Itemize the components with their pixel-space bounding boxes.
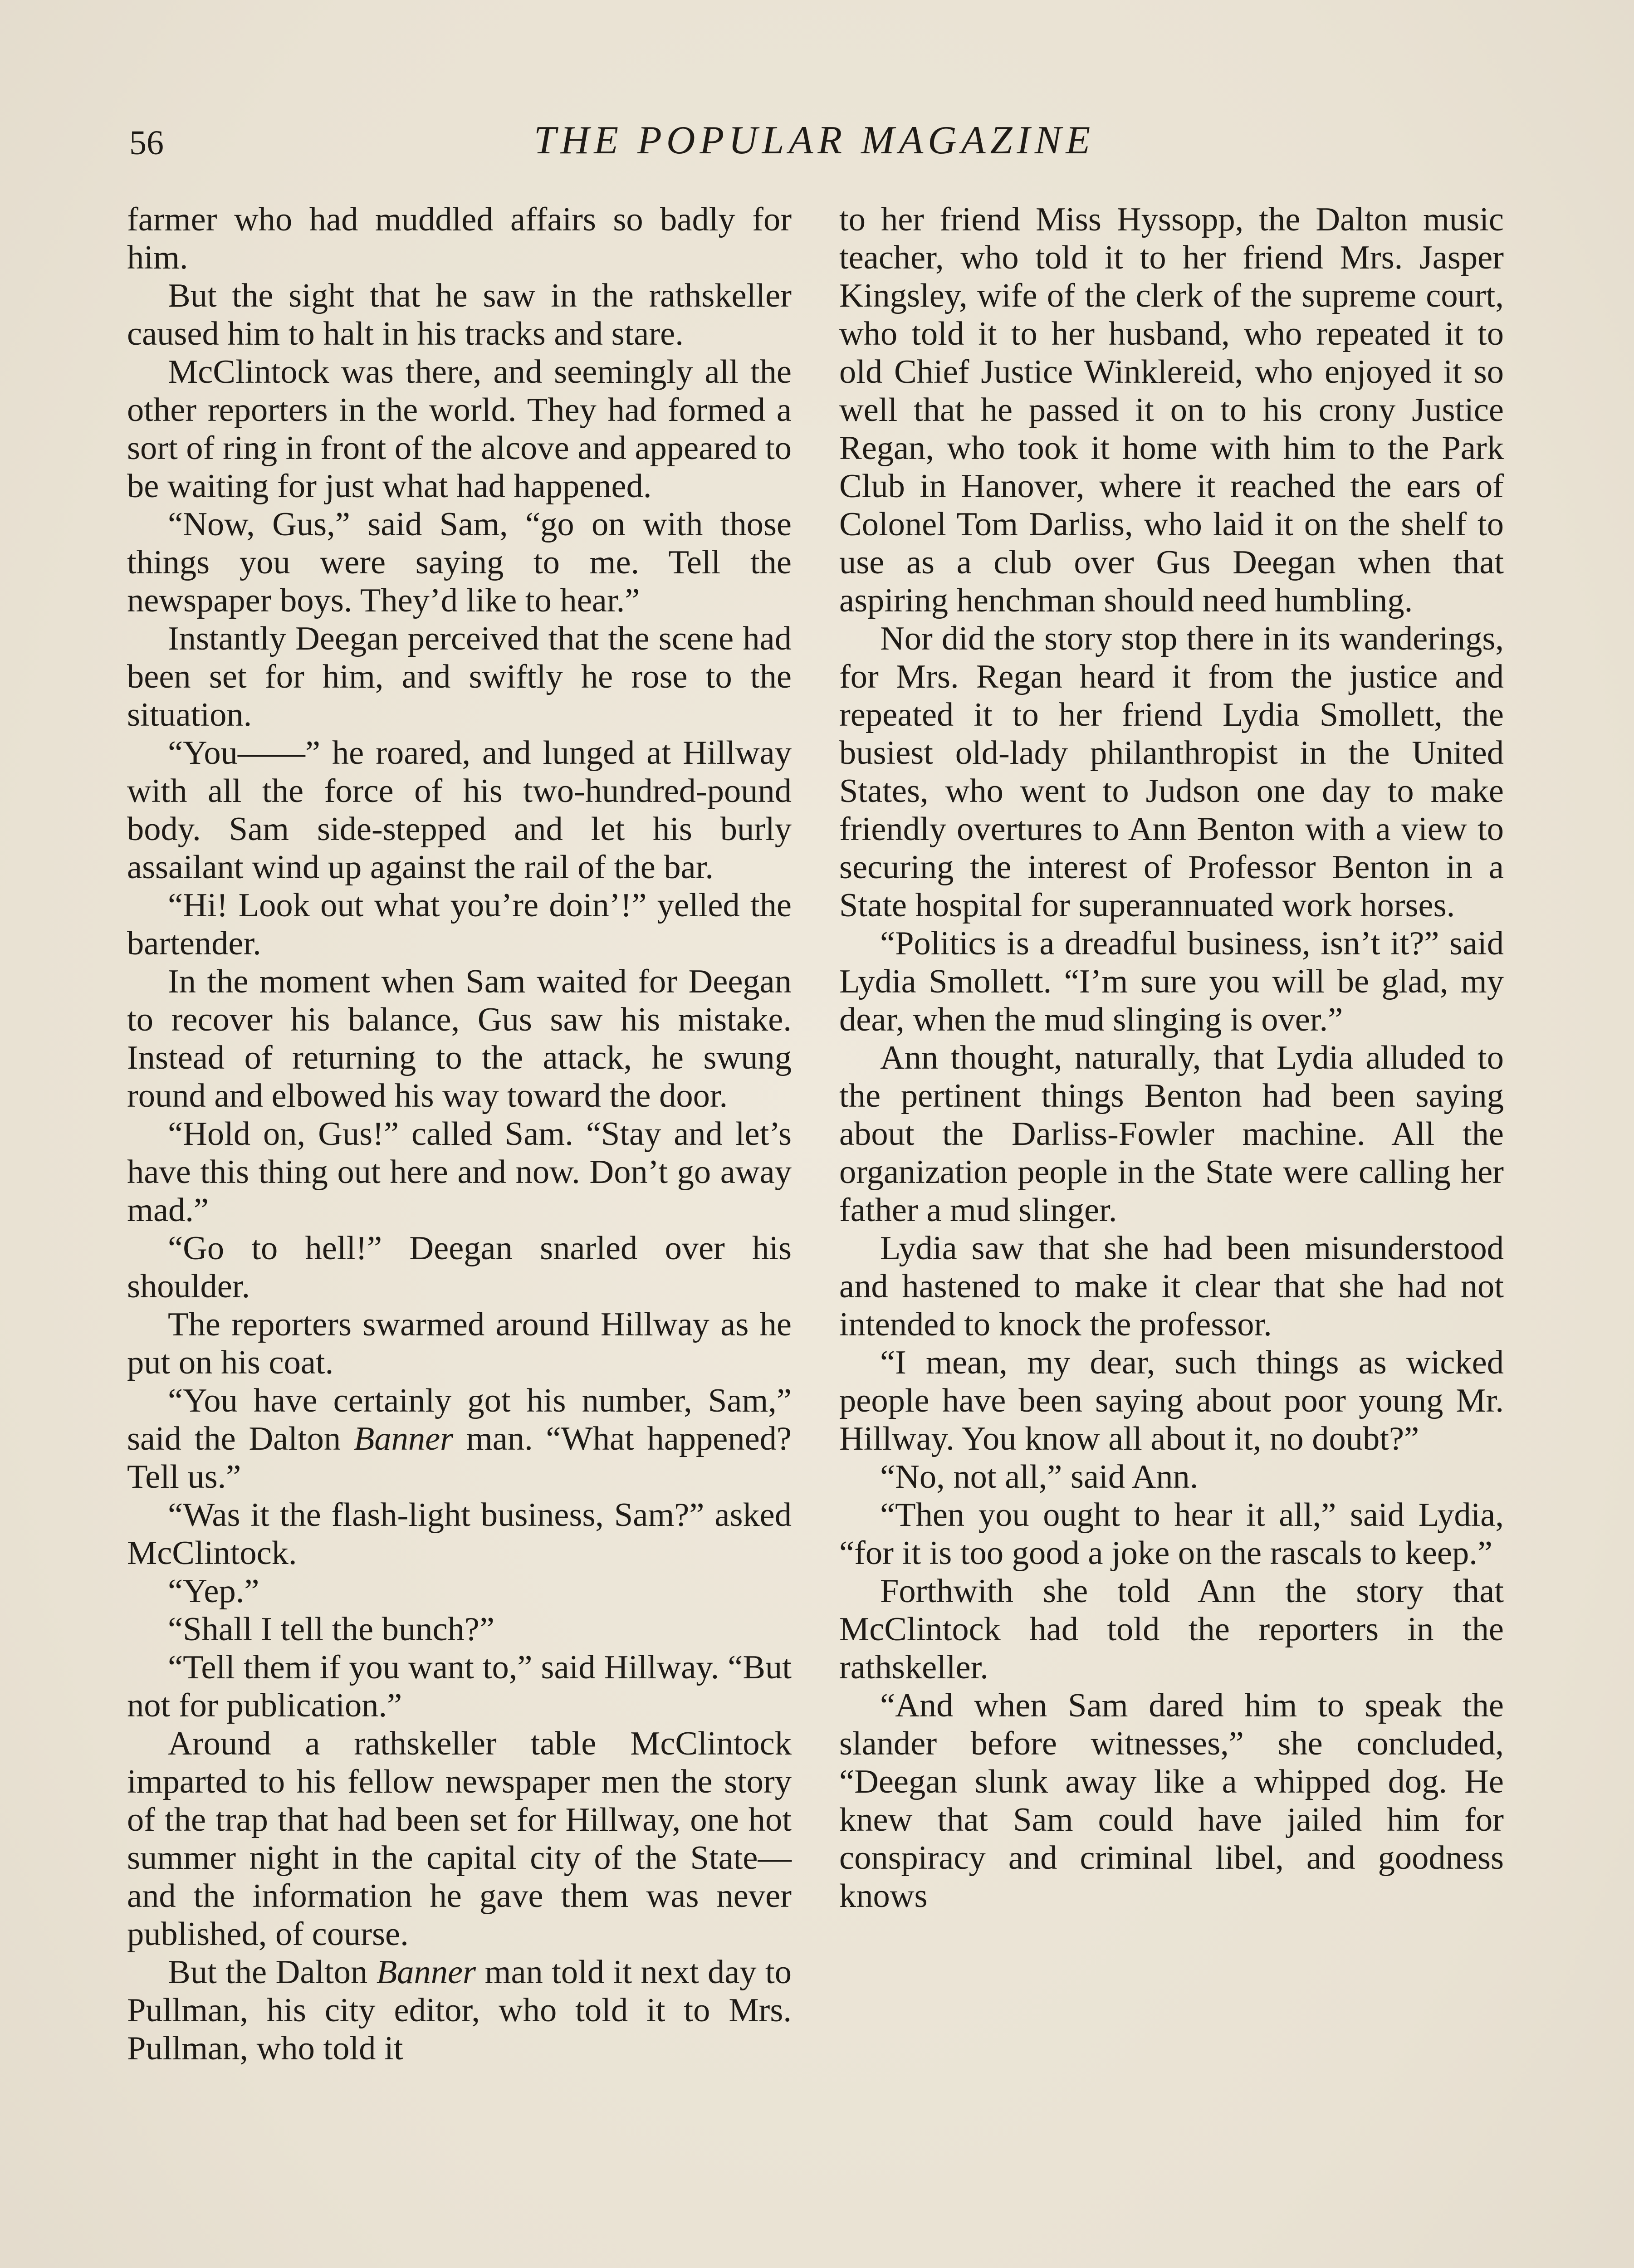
text-run: “Hold on, Gus!” called Sam. “Stay and let’s have this thing out here and now. Don’t go away mad.” — [127, 1115, 792, 1229]
text-run: “No, not all,” said Ann. — [880, 1458, 1199, 1496]
left-column — [127, 200, 792, 2068]
text-run: “You have certainly got his number, Sam,” said the Dalton — [127, 1382, 792, 1457]
text-run: “Was it the flash-light business, Sam?” asked McClintock. — [127, 1496, 792, 1572]
paragraph — [127, 1572, 792, 1610]
paragraph — [127, 1229, 792, 1305]
paragraph — [127, 1115, 792, 1229]
text-run: “Politics is a dreadful business, isn’t it?” said Lydia Smollett. “I’m sure you will be glad, my dear, when the mud slinging is over.” — [839, 925, 1504, 1038]
text-run: Instantly Deegan perceived that the scene had been set for him, and swiftly he rose to the situation. — [127, 620, 792, 733]
paragraph — [127, 1648, 792, 1725]
paragraph — [839, 924, 1504, 1039]
text-run: “I mean, my dear, such things as wicked people have been saying about poor young Mr. Hillway. You know all about it, no doubt?” — [839, 1344, 1504, 1457]
paragraph — [839, 1039, 1504, 1229]
text-run: But the sight that he saw in the rathskeller caused him to halt in his tracks and stare. — [127, 277, 792, 352]
text-run: But the Dalton — [168, 1954, 377, 1991]
paragraph — [127, 1305, 792, 1382]
text-run: “Yep.” — [168, 1573, 259, 1610]
paragraph — [839, 1344, 1504, 1458]
text-run: In the moment when Sam waited for Deegan to recover his balance, Gus saw his mistake. Instead of returning to the attack, he swung round and elbowed his way toward the door. — [127, 963, 792, 1114]
paragraph — [127, 1382, 792, 1496]
text-run: Forthwith she told Ann the story that McClintock had told the reporters in the rathskeller. — [839, 1573, 1504, 1686]
paragraph — [127, 353, 792, 505]
paragraph — [127, 620, 792, 734]
text-run: The reporters swarmed around Hillway as he put on his coat. — [127, 1306, 792, 1381]
paragraph — [127, 505, 792, 620]
text-run: “Then you ought to hear it all,” said Lydia, “for it is too good a joke on the rascals to keep.” — [839, 1496, 1504, 1572]
paragraph — [839, 1686, 1504, 1915]
text-run: “Go to hell!” Deegan snarled over his shoulder. — [127, 1230, 792, 1305]
italic-text: Banner — [353, 1420, 454, 1457]
running-title: THE POPULAR MAGAZINE — [533, 118, 1095, 162]
text-run: Nor did the story stop there in its wanderings, for Mrs. Regan heard it from the justice and repeated it to her friend Lydia Smollett, the busiest old-lady philanthropist in the United States, who went to Judson one day to make friendly overtures to Ann Benton with a view to securing the interest of Professor Benton in a State hospital for superannuated work horses. — [839, 620, 1504, 924]
text-run: McClintock was there, and seemingly all the other reporters in the world. They had formed a sort of ring in front of the alcove and appeared to be waiting for just what had happened. — [127, 353, 792, 505]
text-run: “Shall I tell the bunch?” — [168, 1611, 494, 1648]
page-number: 56 — [129, 124, 164, 162]
paragraph — [839, 200, 1504, 620]
text-run: “Tell them if you want to,” said Hillway. “But not for publication.” — [127, 1649, 792, 1724]
paragraph — [127, 200, 792, 277]
text-run: farmer who had muddled affairs so badly for him. — [127, 201, 792, 276]
text-run: to her friend Miss Hyssopp, the Dalton music teacher, who told it to her friend Mrs. Jasper Kingsley, wife of the clerk of the supreme court, who told it to her husband, who repeated it to old Chief Justice Winklereid, who enjoyed it so well that he passed it on to his crony Justice Regan, who took it home with him to the Park Club in Hanover, where it reached the ears of Colonel Tom Darliss, who laid it on the shelf to use as a club over Gus Deegan when that aspiring henchman should need humbling. — [839, 201, 1504, 619]
paragraph — [127, 1610, 792, 1648]
paragraph — [839, 620, 1504, 924]
paragraph — [127, 963, 792, 1115]
page-header — [129, 116, 1499, 170]
paragraph — [127, 1725, 792, 1953]
paragraph — [127, 277, 792, 353]
italic-text: Banner — [376, 1954, 476, 1991]
text-run: “You——” he roared, and lunged at Hillway with all the force of his two-hundred-pound body. Sam side-stepped and let his burly assailant wind up against the rail of the bar. — [127, 734, 792, 886]
paragraph — [127, 1496, 792, 1572]
paragraph — [127, 1953, 792, 2068]
paragraph — [127, 734, 792, 886]
text-run: “Hi! Look out what you’re doin’!” yelled the bartender. — [127, 887, 792, 962]
text-run: man told it next day to Pullman, his city editor, who told it to Mrs. Pullman, who told it — [127, 1954, 792, 2067]
paragraph — [839, 1458, 1504, 1496]
text-run: Lydia saw that she had been misunderstood and hastened to make it clear that she had not intended to knock the professor. — [839, 1230, 1504, 1343]
text-run: “Now, Gus,” said Sam, “go on with those things you were saying to me. Tell the newspaper boys. They’d like to hear.” — [127, 506, 792, 619]
text-run: “And when Sam dared him to speak the slander before witnesses,” she concluded, “Deegan slunk away like a whipped dog. He knew that Sam could have jailed him for conspiracy and criminal libel, and goodness knows — [839, 1687, 1504, 1915]
text-run: Around a rathskeller table McClintock imparted to his fellow newspaper men the story of the trap that had been set for Hillway, one hot summer night in the capital city of the State—and the information he gave them was never published, of course. — [127, 1725, 792, 1953]
paragraph — [839, 1496, 1504, 1572]
text-run: Ann thought, naturally, that Lydia alluded to the pertinent things Benton had been saying about the Darliss-Fowler machine. All the organization people in the State were calling her father a mud slinger. — [839, 1039, 1504, 1229]
right-column — [839, 200, 1504, 1915]
paragraph — [839, 1572, 1504, 1686]
paragraph — [127, 886, 792, 963]
paragraph — [839, 1229, 1504, 1344]
text-run: man. “What happened? Tell us.” — [127, 1420, 792, 1496]
